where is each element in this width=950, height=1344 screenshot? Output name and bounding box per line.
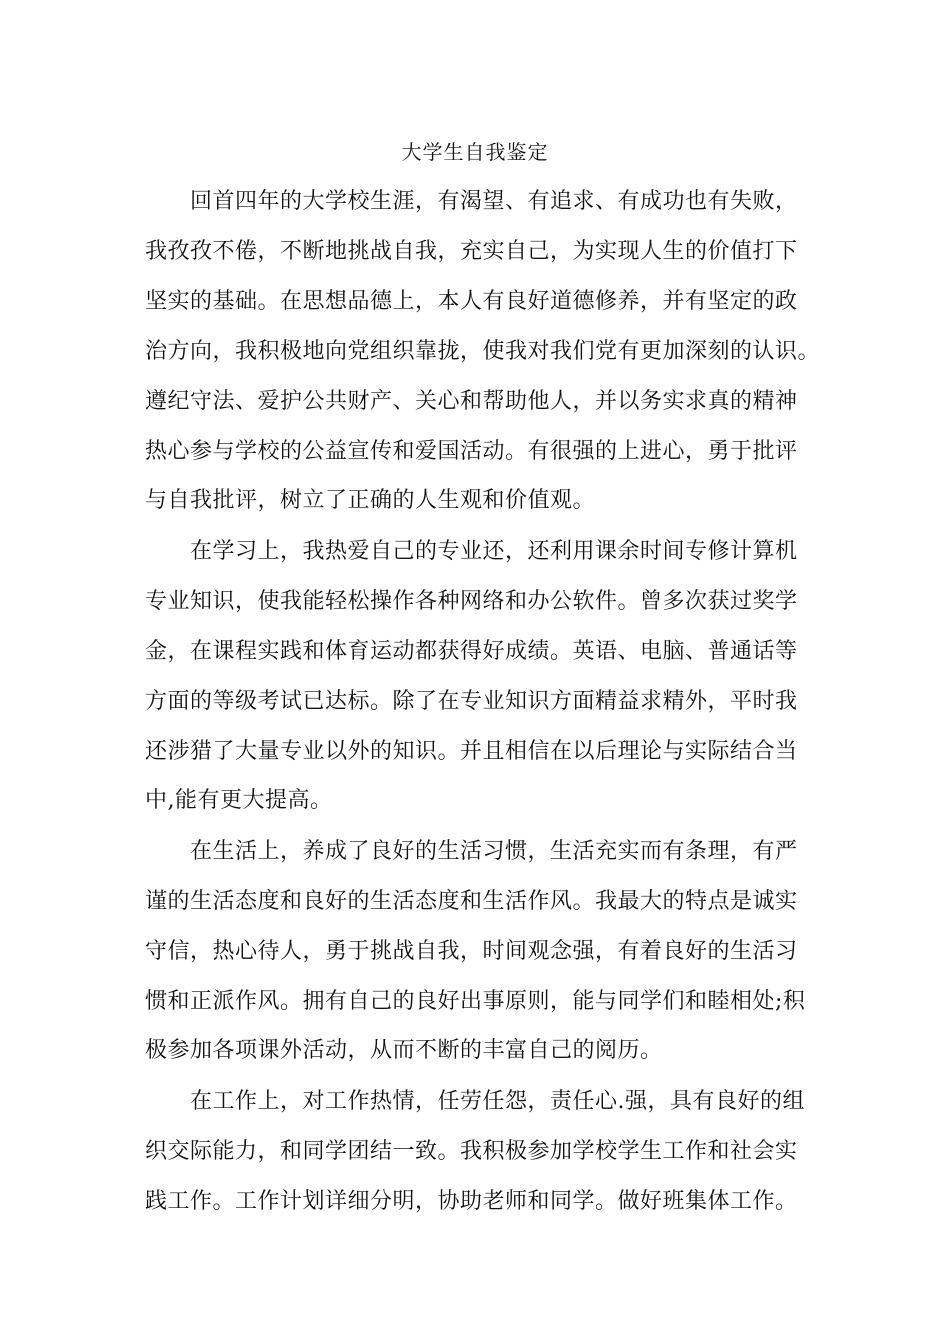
paragraph-3-line-5: 极参加各项课外活动，从而不断的丰富自己的阅历。 [145,1038,663,1063]
paragraph-4-line-1: 在工作上，对工作热情，任劳任怨，责任心.强，具有良好的组 [190,1089,805,1114]
paragraph-4-line-3: 践工作。工作计划详细分明，协助老师和同学。做好班集体工作。 [145,1189,798,1214]
paragraph-1-line-6: 热心参与学校的公益宣传和爱国活动。有很强的上进心，勇于批评 [145,439,798,464]
paragraph-2-line-2: 专业知识，使我能轻松操作各种网络和办公软件。曾多次获过奖学 [145,589,798,614]
paragraph-2-line-5: 还涉猎了大量专业以外的知识。并且相信在以后理论与实际结合当 [145,739,798,764]
paragraph-2-line-6: 中,能有更大提高。 [145,788,333,813]
paragraph-1-line-3: 坚实的基础。在思想品德上，本人有良好道德修养，并有坚定的政 [145,289,798,314]
paragraph-2-line-4: 方面的等级考试已达标。除了在专业知识方面精益求精外，平时我 [145,689,798,714]
document-title: 大学生自我鉴定 [401,140,549,164]
paragraph-3-line-4: 惯和正派作风。拥有自己的良好出事原则，能与同学们和睦相处;积 [145,989,806,1014]
paragraph-3-line-2: 谨的生活态度和良好的生活态度和生活作风。我最大的特点是诚实 [145,889,798,914]
paragraph-3-line-1: 在生活上，养成了良好的生活习惯，生活充实而有条理，有严 [190,839,798,864]
paragraph-1-line-4: 治方向，我积极地向党组织靠拢，使我对我们党有更加深刻的认识。 [145,339,821,364]
paragraph-1-line-2: 我孜孜不倦，不断地挑战自我，充实自己，为实现人生的价值打下 [145,239,798,264]
paragraph-2-line-1: 在学习上，我热爱自己的专业还，还利用课余时间专修计算机 [190,539,798,564]
paragraph-4-line-2: 织交际能力，和同学团结一致。我积极参加学校学生工作和社会实 [145,1139,798,1164]
paragraph-1-line-1: 回首四年的大学校生涯，有渴望、有追求、有成功也有失败， [190,189,798,214]
paragraph-1-line-7: 与自我批评，树立了正确的人生观和价值观。 [145,488,596,513]
paragraph-2-line-3: 金，在课程实践和体育运动都获得好成绩。英语、电脑、普通话等 [145,639,798,664]
paragraph-3-line-3: 守信，热心待人，勇于挑战自我，时间观念强，有着良好的生活习 [145,939,798,964]
paragraph-1-line-5: 遵纪守法、爱护公共财产、关心和帮助他人，并以务实求真的精神 [145,389,798,414]
